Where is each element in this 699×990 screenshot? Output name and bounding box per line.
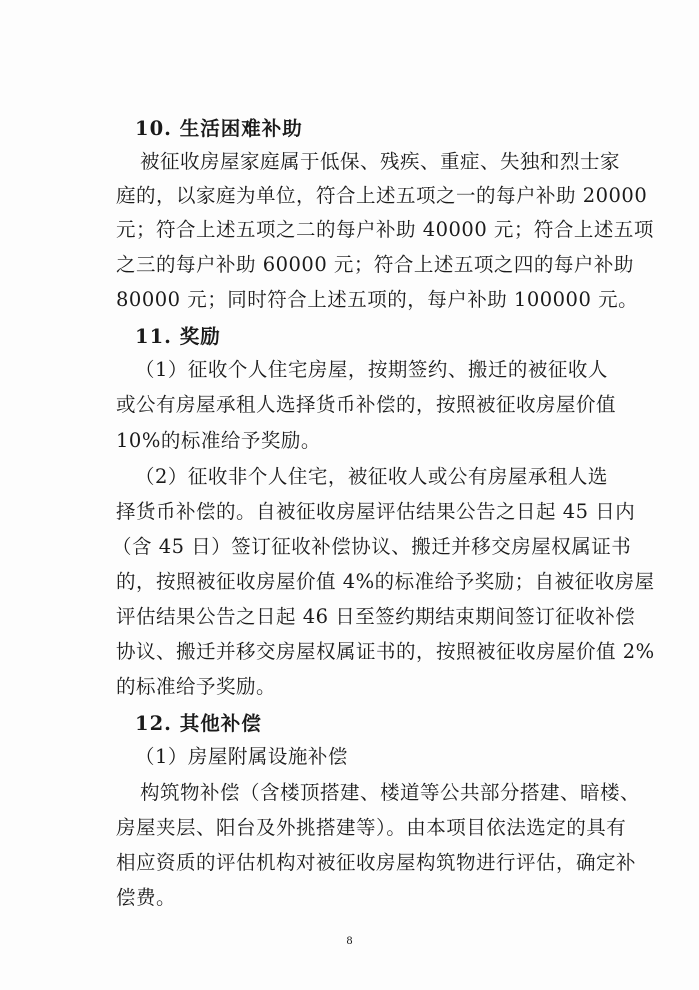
section-12-p1-line-1: （1）房屋附属设施补偿: [135, 745, 348, 768]
section-12-p2-line-4: 偿费。: [116, 886, 177, 909]
section-10-heading: 10. 生活困难补助: [135, 117, 303, 140]
section-12-p2-line-1: 构筑物补偿（含楼顶搭建、楼道等公共部分搭建、暗楼、: [140, 781, 641, 804]
section-10-line-2: 庭的，以家庭为单位，符合上述五项之一的每户补助 20000: [116, 184, 648, 207]
page-number: 8: [346, 933, 353, 947]
section-11-p2-line-6: 协议、搬迁并移交房屋权属证书的，按照被征收房屋价值 2%: [116, 640, 655, 663]
section-10-line-5: 80000 元；同时符合上述五项的，每户补助 100000 元。: [116, 288, 639, 311]
section-10-line-1: 被征收房屋家庭属于低保、残疾、重症、失独和烈士家: [140, 150, 621, 173]
section-11-p1-line-2: 或公有房屋承租人选择货币补偿的，按照被征收房屋价值: [116, 393, 617, 416]
section-11-p1-line-3: 10%的标准给予奖励。: [116, 429, 321, 452]
section-11-p2-line-4: 的，按照被征收房屋价值 4%的标准给予奖励；自被征收房屋: [116, 570, 655, 593]
section-12-p2-line-3: 相应资质的评估机构对被征收房屋构筑物进行评估，确定补: [116, 851, 637, 874]
section-11-p2-line-7: 的标准给予奖励。: [116, 675, 277, 698]
section-11-p2-line-3: （含 45 日）签订征收补偿协议、搬迁并移交房屋权属证书: [112, 535, 632, 558]
section-12-p2-line-2: 房屋夹层、阳台及外挑搭建等）。由本项目依法选定的具有: [116, 816, 627, 839]
section-11-p2-line-2: 择货币补偿的。自被征收房屋评估结果公告之日起 45 日内: [116, 500, 636, 523]
section-11-heading: 11. 奖励: [135, 325, 221, 348]
section-12-heading: 12. 其他补偿: [135, 712, 262, 735]
section-11-p2-line-1: （2）征收非个人住宅，被征收人或公有房屋承租人选: [135, 465, 608, 488]
section-11-p2-line-5: 评估结果公告之日起 46 日至签约期结束期间签订征收补偿: [116, 605, 636, 628]
section-11-p1-line-1: （1）征收个人住宅房屋，按期签约、搬迁的被征收人: [135, 358, 608, 381]
section-10-line-4: 之三的每户补助 60000 元；符合上述五项之四的每户补助: [116, 253, 634, 276]
section-10-line-3: 元；符合上述五项之二的每户补助 40000 元；符合上述五项: [116, 218, 654, 241]
